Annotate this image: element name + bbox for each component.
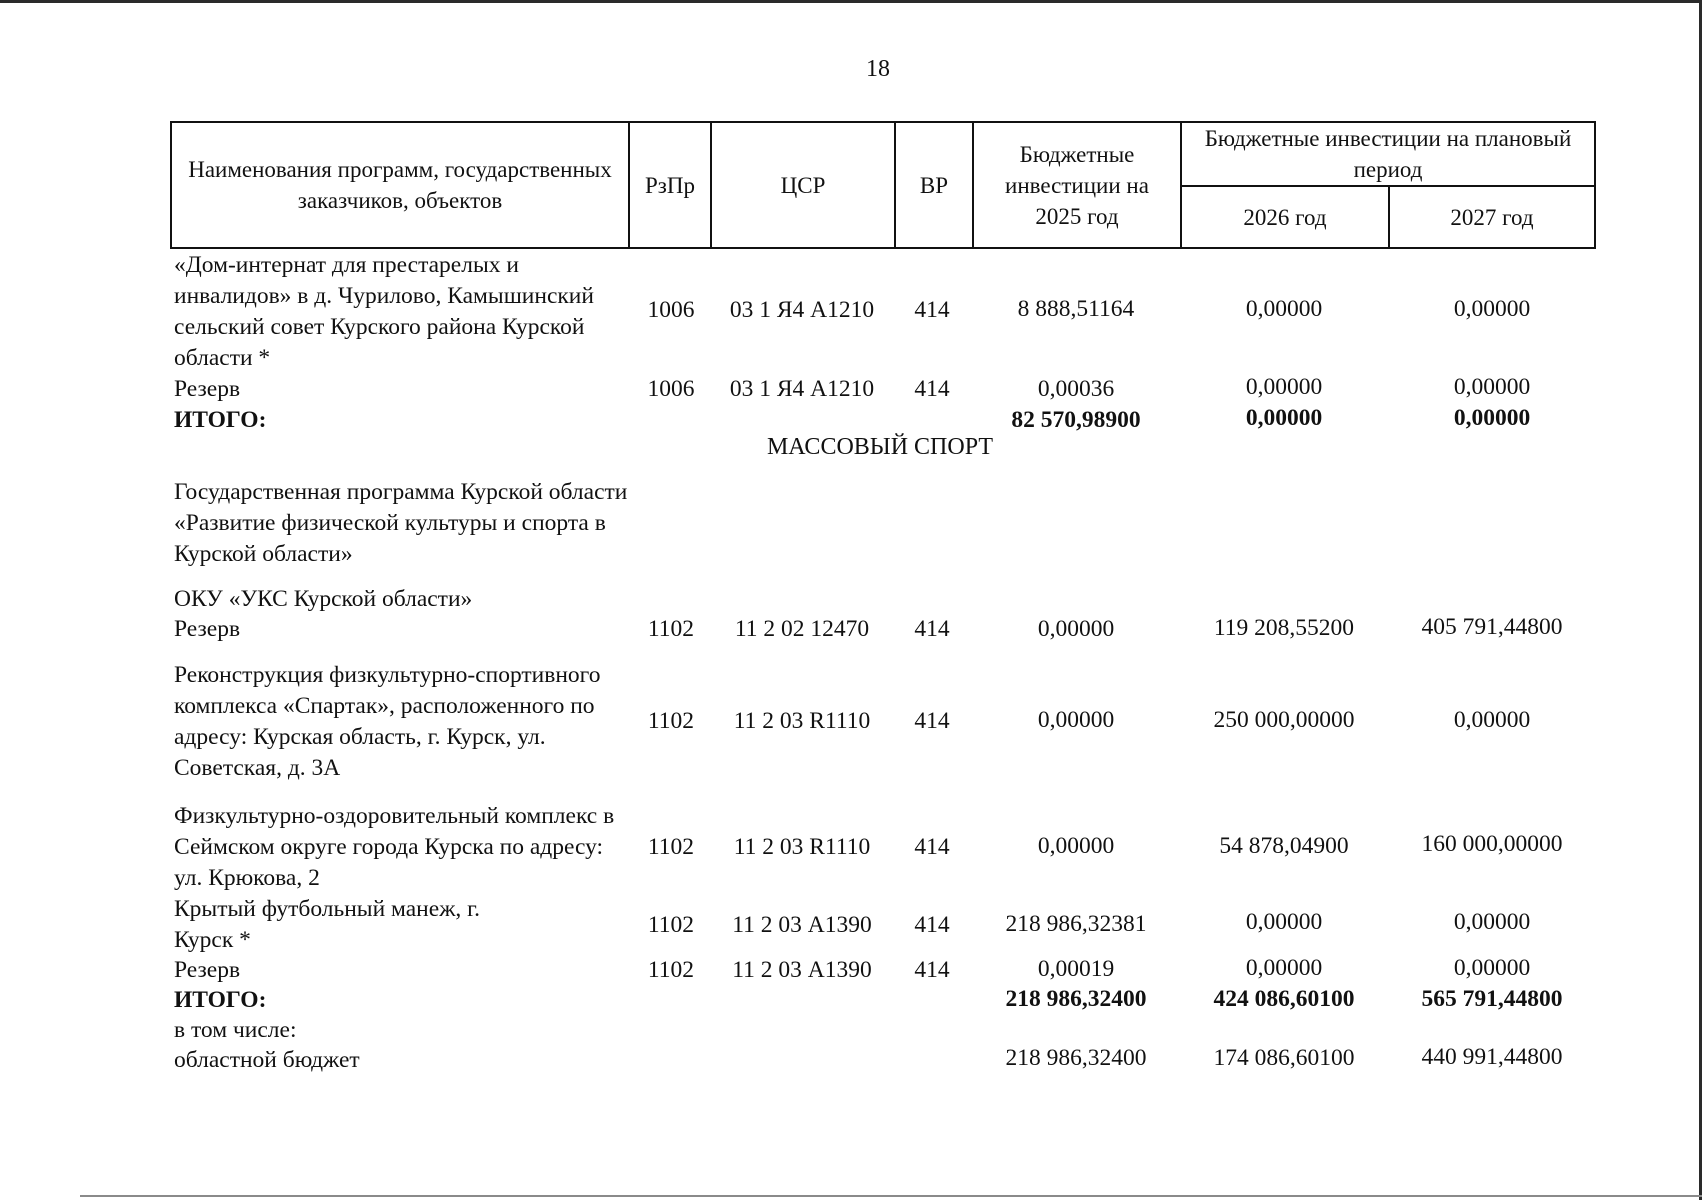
row-y2025: 0,00000	[1037, 833, 1115, 859]
row-y2026: 424 086,60100	[1213, 986, 1355, 1012]
row-rzpr: 1102	[647, 957, 695, 983]
header-year-2026: 2026 год	[1181, 186, 1389, 248]
header-rzpr: РзПр	[629, 122, 711, 248]
row-csr: 03 1 Я4 А1210	[729, 376, 875, 402]
row-y2025: 218 986,32400	[1005, 986, 1147, 1012]
row-name: ОКУ «УКС Курской области»	[174, 586, 473, 612]
page-border-bottom	[80, 1195, 1702, 1197]
row-vr: 414	[914, 912, 950, 938]
row-name: ИТОГО:	[174, 987, 267, 1013]
row-rzpr: 1006	[647, 297, 695, 323]
row-vr: 414	[914, 957, 950, 983]
page-number: 18	[866, 56, 890, 82]
header-vr: ВР	[895, 122, 973, 248]
row-y2025: 0,00036	[1037, 376, 1115, 402]
row-vr: 414	[914, 297, 950, 323]
row-vr: 414	[914, 834, 950, 860]
row-y2027: 0,00000	[1453, 707, 1531, 733]
header-planned-period: Бюджетные инвестиции на плановый период	[1181, 122, 1595, 186]
row-name: ИТОГО:	[174, 407, 267, 433]
row-y2027: 0,00000	[1453, 955, 1531, 981]
row-name: Реконструкция физкультурно-спортивного комплекса «Спартак», расположенного по адресу: Курская область, г. Курск, ул. Советская, д. 3А	[174, 662, 601, 781]
row-csr: 11 2 03 А1390	[732, 912, 872, 938]
row-name: Резерв	[174, 957, 241, 983]
row-csr: 03 1 Я4 А1210	[729, 297, 875, 323]
row-y2026: 174 086,60100	[1213, 1045, 1355, 1071]
row-y2027: 160 000,00000	[1421, 831, 1563, 857]
row-name: Крытый футбольный манеж, г. Курск *	[174, 896, 481, 953]
row-y2027: 405 791,44800	[1421, 614, 1563, 640]
row-vr: 414	[914, 616, 950, 642]
row-y2027: 0,00000	[1453, 909, 1531, 935]
row-name: «Дом-интернат для престарелых и инвалидов» в д. Чурилово, Камышинский сельский совет Курского района Курской области *	[174, 252, 594, 371]
row-rzpr: 1102	[647, 912, 695, 938]
row-csr: 11 2 02 12470	[734, 616, 870, 642]
header-year-2027: 2027 год	[1389, 186, 1595, 248]
row-y2026: 0,00000	[1245, 405, 1323, 431]
page-border-top	[0, 0, 1702, 3]
row-y2025: 82 570,98900	[1011, 407, 1141, 433]
row-y2025: 0,00019	[1037, 956, 1115, 982]
row-y2025: 0,00000	[1037, 616, 1115, 642]
row-y2027: 0,00000	[1453, 296, 1531, 322]
row-vr: 414	[914, 708, 950, 734]
row-rzpr: 1006	[647, 376, 695, 402]
row-name: областной бюджет	[174, 1047, 360, 1073]
header-name: Наименования программ, государственных заказчиков, объектов	[171, 122, 629, 248]
row-csr: 11 2 03 А1390	[732, 957, 872, 983]
row-name: Государственная программа Курской области «Развитие физической культуры и спорта в Курской области»	[174, 479, 628, 567]
row-vr: 414	[914, 376, 950, 402]
row-csr: 11 2 03 R1110	[733, 708, 871, 734]
row-name: Резерв	[174, 616, 241, 642]
row-name: Физкультурно-оздоровительный комплекс в Сеймском округе города Курска по адресу: ул. Крюкова, 2	[174, 803, 615, 891]
row-y2025: 8 888,51164	[1017, 296, 1135, 322]
table-header	[170, 121, 1596, 249]
row-y2027: 565 791,44800	[1421, 986, 1563, 1012]
row-y2025: 218 986,32381	[1005, 911, 1147, 937]
row-rzpr: 1102	[647, 708, 695, 734]
row-rzpr: 1102	[647, 616, 695, 642]
row-y2027: 0,00000	[1453, 405, 1531, 431]
row-y2026: 0,00000	[1245, 909, 1323, 935]
row-y2026: 54 878,04900	[1219, 833, 1349, 859]
row-y2026: 0,00000	[1245, 955, 1323, 981]
header-csr: ЦСР	[711, 122, 895, 248]
row-y2025: 218 986,32400	[1005, 1045, 1147, 1071]
header-invest-2025: Бюджетные инвестиции на 2025 год	[973, 122, 1181, 248]
row-y2026: 250 000,00000	[1213, 707, 1355, 733]
row-y2025: 0,00000	[1037, 707, 1115, 733]
row-y2026: 119 208,55200	[1213, 615, 1355, 641]
row-name: Резерв	[174, 376, 241, 402]
row-y2027: 0,00000	[1453, 374, 1531, 400]
row-csr: 11 2 03 R1110	[733, 834, 871, 860]
row-y2027: 440 991,44800	[1421, 1044, 1563, 1070]
section-title: МАССОВЫЙ СПОРТ	[766, 434, 994, 460]
row-name: в том числе:	[174, 1017, 297, 1043]
row-rzpr: 1102	[647, 834, 695, 860]
row-y2026: 0,00000	[1245, 374, 1323, 400]
row-y2026: 0,00000	[1245, 296, 1323, 322]
